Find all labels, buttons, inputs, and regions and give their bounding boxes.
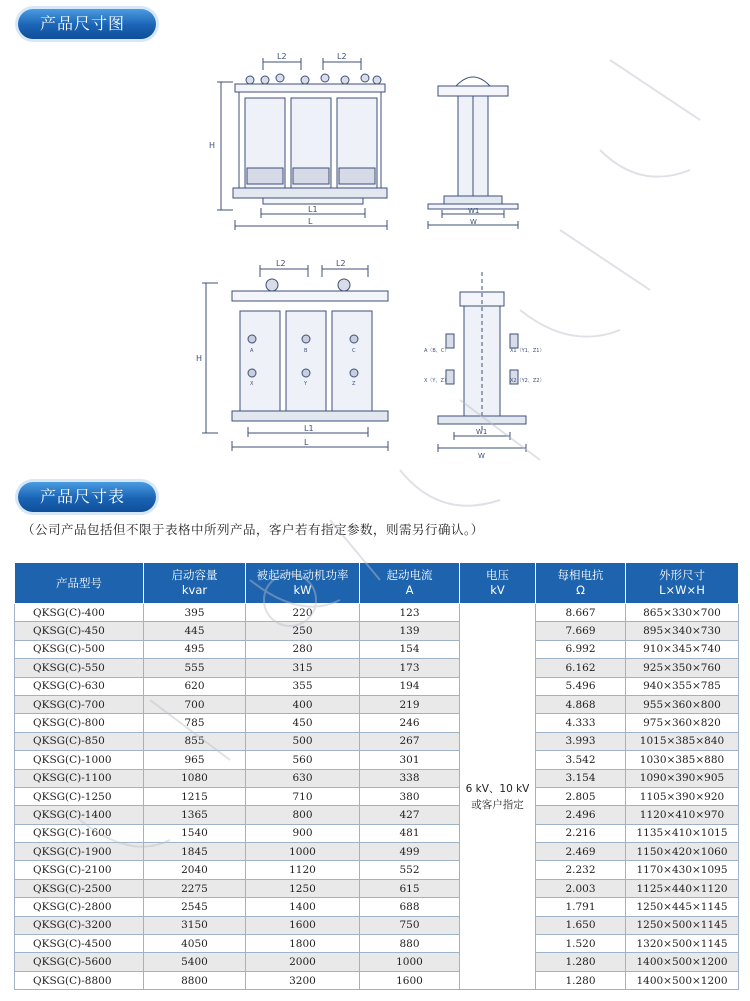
svg-text:A: A <box>250 348 254 354</box>
cell-current: 750 <box>360 916 460 934</box>
cell-capacity: 1080 <box>144 769 246 787</box>
cell-capacity: 1540 <box>144 824 246 842</box>
cell-size: 1090×390×905 <box>626 769 739 787</box>
svg-text:X: X <box>250 381 254 387</box>
cell-capacity: 555 <box>144 659 246 677</box>
table-row <box>15 861 739 879</box>
cell-motor-power: 315 <box>246 659 360 677</box>
cell-model: QKSG(C)-2100 <box>15 861 144 879</box>
cell-current: 688 <box>360 898 460 916</box>
cell-reactance: 2.003 <box>536 879 626 897</box>
cell-reactance: 4.868 <box>536 695 626 713</box>
table-row <box>15 622 739 640</box>
cell-reactance: 1.791 <box>536 898 626 916</box>
label-H-2: H <box>196 354 203 363</box>
cell-capacity: 3150 <box>144 916 246 934</box>
cell-capacity: 620 <box>144 677 246 695</box>
cell-motor-power: 1000 <box>246 843 360 861</box>
cell-current: 499 <box>360 843 460 861</box>
cell-size: 940×355×785 <box>626 677 739 695</box>
cell-capacity: 2275 <box>144 879 246 897</box>
table-row <box>15 898 739 916</box>
cell-size: 1320×500×1145 <box>626 935 739 953</box>
table-row <box>15 916 739 934</box>
cell-reactance: 1.650 <box>536 916 626 934</box>
cell-motor-power: 400 <box>246 695 360 713</box>
svg-text:Y: Y <box>304 381 308 387</box>
label-L1: L1 <box>308 205 318 214</box>
cell-motor-power: 355 <box>246 677 360 695</box>
cell-motor-power: 500 <box>246 732 360 750</box>
label-W-2: W <box>478 452 485 460</box>
table-row <box>15 640 739 658</box>
table-row <box>15 953 739 971</box>
cell-motor-power: 800 <box>246 806 360 824</box>
cell-motor-power: 2000 <box>246 953 360 971</box>
cell-model: QKSG(C)-4500 <box>15 935 144 953</box>
svg-text:C: C <box>352 348 356 354</box>
cell-model: QKSG(C)-1900 <box>15 843 144 861</box>
cell-current: 301 <box>360 751 460 769</box>
cell-current: 552 <box>360 861 460 879</box>
table-row <box>15 787 739 805</box>
cell-reactance: 1.280 <box>536 953 626 971</box>
cell-current: 154 <box>360 640 460 658</box>
cell-size: 1400×500×1200 <box>626 953 739 971</box>
cell-capacity: 700 <box>144 695 246 713</box>
table-row <box>15 935 739 953</box>
label-L: L <box>308 217 313 226</box>
label-side-left-top: A（B、C） <box>424 348 450 354</box>
cell-model: QKSG(C)-1100 <box>15 769 144 787</box>
cell-reactance: 3.154 <box>536 769 626 787</box>
note-text: （公司产品包括但不限于表格中所列产品，客户若有指定参数，则需另行确认。） <box>22 522 484 537</box>
table-row <box>15 677 739 695</box>
cell-reactance: 6.992 <box>536 640 626 658</box>
cell-model: QKSG(C)-800 <box>15 714 144 732</box>
table-row <box>15 659 739 677</box>
cell-motor-power: 220 <box>246 604 360 622</box>
cell-model: QKSG(C)-2500 <box>15 879 144 897</box>
cell-reactance: 1.520 <box>536 935 626 953</box>
cell-motor-power: 1250 <box>246 879 360 897</box>
cell-current: 380 <box>360 787 460 805</box>
cell-motor-power: 630 <box>246 769 360 787</box>
cell-size: 1030×385×880 <box>626 751 739 769</box>
cell-model: QKSG(C)-1000 <box>15 751 144 769</box>
cell-reactance: 2.469 <box>536 843 626 861</box>
cell-current: 427 <box>360 806 460 824</box>
cell-motor-power: 560 <box>246 751 360 769</box>
cell-reactance: 8.667 <box>536 604 626 622</box>
cell-size: 1170×430×1095 <box>626 861 739 879</box>
cell-model: QKSG(C)-400 <box>15 604 144 622</box>
header-voltage: 电压 kV <box>460 563 536 604</box>
table-row <box>15 732 739 750</box>
svg-text:Z: Z <box>352 381 356 387</box>
cell-current: 267 <box>360 732 460 750</box>
cell-reactance: 2.496 <box>536 806 626 824</box>
spec-table <box>14 562 739 990</box>
cell-current: 880 <box>360 935 460 953</box>
cell-motor-power: 1800 <box>246 935 360 953</box>
table-row <box>15 879 739 897</box>
cell-reactance: 2.805 <box>536 787 626 805</box>
table-row <box>15 843 739 861</box>
cell-size: 955×360×800 <box>626 695 739 713</box>
cell-motor-power: 280 <box>246 640 360 658</box>
cell-model: QKSG(C)-850 <box>15 732 144 750</box>
header-model: 产品型号 <box>15 563 144 604</box>
label-W1-2: W1 <box>476 428 488 436</box>
table-header-row <box>15 563 739 604</box>
cell-size: 1135×410×1015 <box>626 824 739 842</box>
cell-capacity: 2545 <box>144 898 246 916</box>
cell-capacity: 395 <box>144 604 246 622</box>
cell-size: 1120×410×970 <box>626 806 739 824</box>
cell-capacity: 965 <box>144 751 246 769</box>
table-row <box>15 769 739 787</box>
label-L-2: L <box>304 438 309 447</box>
side-view-drawing-2 <box>418 272 548 462</box>
cell-size: 975×360×820 <box>626 714 739 732</box>
cell-size: 925×350×760 <box>626 659 739 677</box>
header-capacity: 启动容量 kvar <box>144 563 246 604</box>
cell-capacity: 1845 <box>144 843 246 861</box>
label-side-right-bottom: X2（Y2、Z2） <box>510 378 545 384</box>
cell-capacity: 855 <box>144 732 246 750</box>
section-title-dimension-table: 产品尺寸表 <box>18 482 156 512</box>
cell-model: QKSG(C)-2800 <box>15 898 144 916</box>
cell-reactance: 4.333 <box>536 714 626 732</box>
header-current: 起动电流 A <box>360 563 460 604</box>
cell-capacity: 2040 <box>144 861 246 879</box>
cell-current: 173 <box>360 659 460 677</box>
table-row <box>15 604 739 622</box>
cell-capacity: 1215 <box>144 787 246 805</box>
cell-current: 219 <box>360 695 460 713</box>
label-side-left-bottom: X（Y、Z） <box>424 378 449 384</box>
cell-capacity: 4050 <box>144 935 246 953</box>
cell-size: 1150×420×1060 <box>626 843 739 861</box>
cell-motor-power: 710 <box>246 787 360 805</box>
cell-capacity: 1365 <box>144 806 246 824</box>
table-body <box>15 604 739 990</box>
table-row <box>15 971 739 989</box>
front-view-drawing-1 <box>205 48 405 236</box>
cell-reactance: 3.542 <box>536 751 626 769</box>
cell-capacity: 445 <box>144 622 246 640</box>
cell-reactance: 2.216 <box>536 824 626 842</box>
cell-size: 1250×500×1145 <box>626 916 739 934</box>
cell-size: 1125×440×1120 <box>626 879 739 897</box>
cell-capacity: 785 <box>144 714 246 732</box>
cell-model: QKSG(C)-550 <box>15 659 144 677</box>
label-W1: W1 <box>468 207 480 215</box>
svg-text:B: B <box>304 348 308 354</box>
section-title-dimension-drawing: 产品尺寸图 <box>18 9 156 39</box>
cell-motor-power: 250 <box>246 622 360 640</box>
cell-reactance: 5.496 <box>536 677 626 695</box>
cell-reactance: 6.162 <box>536 659 626 677</box>
label-side-right-top: X1（Y1、Z1） <box>510 348 545 354</box>
table-row <box>15 751 739 769</box>
side-view-drawing-1 <box>408 62 538 234</box>
header-motor-power: 被起动电动机功率 kW <box>246 563 360 604</box>
cell-model: QKSG(C)-1600 <box>15 824 144 842</box>
table-row <box>15 806 739 824</box>
cell-model: QKSG(C)-700 <box>15 695 144 713</box>
cell-current: 246 <box>360 714 460 732</box>
label-L2-right: L2 <box>337 52 347 61</box>
cell-capacity: 5400 <box>144 953 246 971</box>
label-L2-left: L2 <box>277 52 287 61</box>
label-L2-left-2: L2 <box>276 259 286 268</box>
cell-current: 615 <box>360 879 460 897</box>
cell-motor-power: 1600 <box>246 916 360 934</box>
cell-reactance: 1.280 <box>536 971 626 989</box>
cell-model: QKSG(C)-1400 <box>15 806 144 824</box>
label-W: W <box>470 218 477 226</box>
cell-motor-power: 450 <box>246 714 360 732</box>
table-row <box>15 824 739 842</box>
cell-model: QKSG(C)-1250 <box>15 787 144 805</box>
cell-size: 1250×445×1145 <box>626 898 739 916</box>
cell-motor-power: 3200 <box>246 971 360 989</box>
cell-capacity: 495 <box>144 640 246 658</box>
cell-reactance: 7.669 <box>536 622 626 640</box>
cell-motor-power: 1120 <box>246 861 360 879</box>
cell-motor-power: 1400 <box>246 898 360 916</box>
cell-size: 865×330×700 <box>626 604 739 622</box>
cell-model: QKSG(C)-8800 <box>15 971 144 989</box>
cell-current: 123 <box>360 604 460 622</box>
cell-size: 1015×385×840 <box>626 732 739 750</box>
cell-reactance: 3.993 <box>536 732 626 750</box>
table-row <box>15 714 739 732</box>
cell-model: QKSG(C)-630 <box>15 677 144 695</box>
cell-current: 481 <box>360 824 460 842</box>
table-row <box>15 695 739 713</box>
cell-size: 1400×500×1200 <box>626 971 739 989</box>
cell-current: 338 <box>360 769 460 787</box>
label-H: H <box>209 141 216 150</box>
header-reactance: 每相电抗 Ω <box>536 563 626 604</box>
cell-current: 1000 <box>360 953 460 971</box>
cell-voltage: 6 kV、10 kV 或客户指定 <box>460 604 536 990</box>
cell-model: QKSG(C)-3200 <box>15 916 144 934</box>
front-view-drawing-2 <box>196 255 406 460</box>
cell-motor-power: 900 <box>246 824 360 842</box>
cell-model: QKSG(C)-450 <box>15 622 144 640</box>
cell-current: 139 <box>360 622 460 640</box>
cell-capacity: 8800 <box>144 971 246 989</box>
cell-size: 895×340×730 <box>626 622 739 640</box>
cell-model: QKSG(C)-5600 <box>15 953 144 971</box>
cell-current: 194 <box>360 677 460 695</box>
cell-current: 1600 <box>360 971 460 989</box>
cell-model: QKSG(C)-500 <box>15 640 144 658</box>
header-size: 外形尺寸 L×W×H <box>626 563 739 604</box>
label-L2-right-2: L2 <box>336 259 346 268</box>
cell-size: 910×345×740 <box>626 640 739 658</box>
cell-size: 1105×390×920 <box>626 787 739 805</box>
cell-reactance: 2.232 <box>536 861 626 879</box>
label-L1-2: L1 <box>304 424 314 433</box>
